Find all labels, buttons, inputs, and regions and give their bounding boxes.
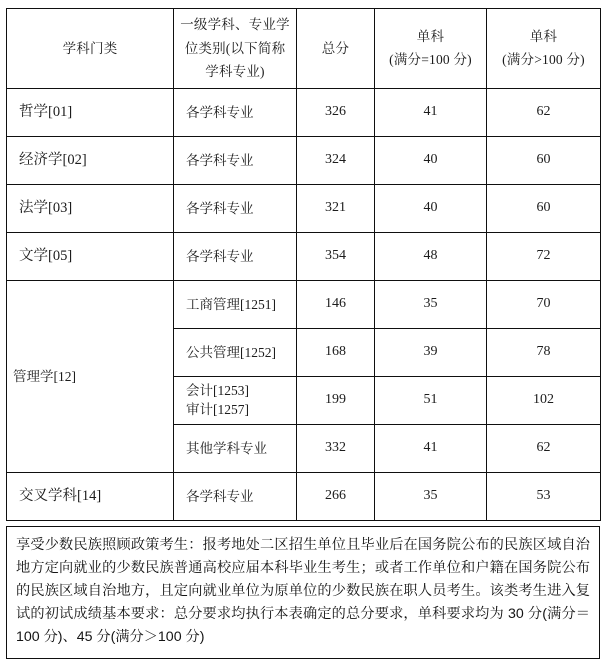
cell-single-eq100: 41	[375, 425, 487, 473]
cell-major: 公共管理[1252]	[174, 328, 297, 376]
cell-single-gt100: 102	[487, 376, 601, 424]
cell-total: 199	[297, 376, 375, 424]
cell-major: 各学科专业	[174, 473, 297, 521]
table-row	[7, 473, 601, 521]
major-line-2: 审计[1257]	[186, 402, 249, 418]
cell-single-gt100: 53	[487, 473, 601, 521]
cell-single-eq100: 40	[375, 136, 487, 184]
cell-single-gt100: 70	[487, 280, 601, 328]
cell-single-eq100: 40	[375, 184, 487, 232]
cell-total: 326	[297, 88, 375, 136]
header-cell-first-level-discipline	[174, 9, 297, 89]
header-cell-total-score: 总分	[297, 9, 375, 89]
cell-single-eq100: 41	[375, 88, 487, 136]
cell-category-management-group: 管理学[12]	[7, 280, 174, 472]
header-single-gt100-range: (满分>100 分)	[502, 51, 585, 67]
cell-single-gt100: 62	[487, 425, 601, 473]
header-line-1: 一级学科、专业学	[180, 17, 290, 32]
cell-total: 266	[297, 473, 375, 521]
table-row	[7, 184, 601, 232]
cell-total: 168	[297, 328, 375, 376]
table-row	[7, 232, 601, 280]
cell-single-gt100: 60	[487, 184, 601, 232]
cell-total: 146	[297, 280, 375, 328]
cell-single-gt100: 78	[487, 328, 601, 376]
cell-major: 各学科专业	[174, 232, 297, 280]
cell-single-gt100: 60	[487, 136, 601, 184]
cell-total: 332	[297, 425, 375, 473]
cell-major-accounting-auditing	[174, 376, 297, 424]
cell-category: 交叉学科[14]	[7, 473, 174, 521]
header-line-2: 位类别(以下简称	[184, 40, 286, 56]
table-row	[7, 136, 601, 184]
cell-single-eq100: 48	[375, 232, 487, 280]
cell-total: 354	[297, 232, 375, 280]
major-line-1: 会计[1253]	[186, 382, 249, 398]
header-single-label: 单科	[529, 29, 558, 45]
cell-single-eq100: 39	[375, 328, 487, 376]
cell-category: 哲学[01]	[7, 88, 174, 136]
cell-major: 工商管理[1251]	[174, 280, 297, 328]
cell-category: 经济学[02]	[7, 136, 174, 184]
table-header-row	[7, 9, 601, 89]
cell-category: 文学[05]	[7, 232, 174, 280]
header-line-3: 学科专业)	[205, 64, 265, 80]
cell-single-eq100: 51	[375, 376, 487, 424]
header-single-label: 单科	[416, 29, 445, 45]
cell-major: 各学科专业	[174, 136, 297, 184]
cell-single-eq100: 35	[375, 280, 487, 328]
header-single-eq100-range: (满分=100 分)	[389, 51, 472, 67]
cell-single-gt100: 62	[487, 88, 601, 136]
cell-major: 各学科专业	[174, 184, 297, 232]
admission-score-table	[6, 8, 601, 521]
cell-single-eq100: 35	[375, 473, 487, 521]
header-cell-discipline-category: 学科门类	[7, 9, 174, 89]
cell-single-gt100: 72	[487, 232, 601, 280]
cell-total: 324	[297, 136, 375, 184]
cell-major: 各学科专业	[174, 88, 297, 136]
table-row	[7, 88, 601, 136]
footnote-minority-policy: 享受少数民族照顾政策考生：报考地处二区招生单位且毕业后在国务院公布的民族区域自治地方定向就业的少数民族普通高校应届本科毕业生考生；或者工作单位和户籍在国务院公布的民族区域自治地方，且定向就业单位为原单位的少数民族在职人员考生。该类考生进入复试的初试成绩基本要求：总分要求均执行本表确定的总分要求，单科要求均为 30 分(满分＝100 分)、45 分(满分＞100 分)	[6, 526, 600, 659]
cell-category: 法学[03]	[7, 184, 174, 232]
table-row	[7, 280, 601, 328]
cell-major: 其他学科专业	[174, 425, 297, 473]
header-cell-single-eq100	[375, 9, 487, 89]
cell-total: 321	[297, 184, 375, 232]
header-cell-single-gt100	[487, 9, 601, 89]
